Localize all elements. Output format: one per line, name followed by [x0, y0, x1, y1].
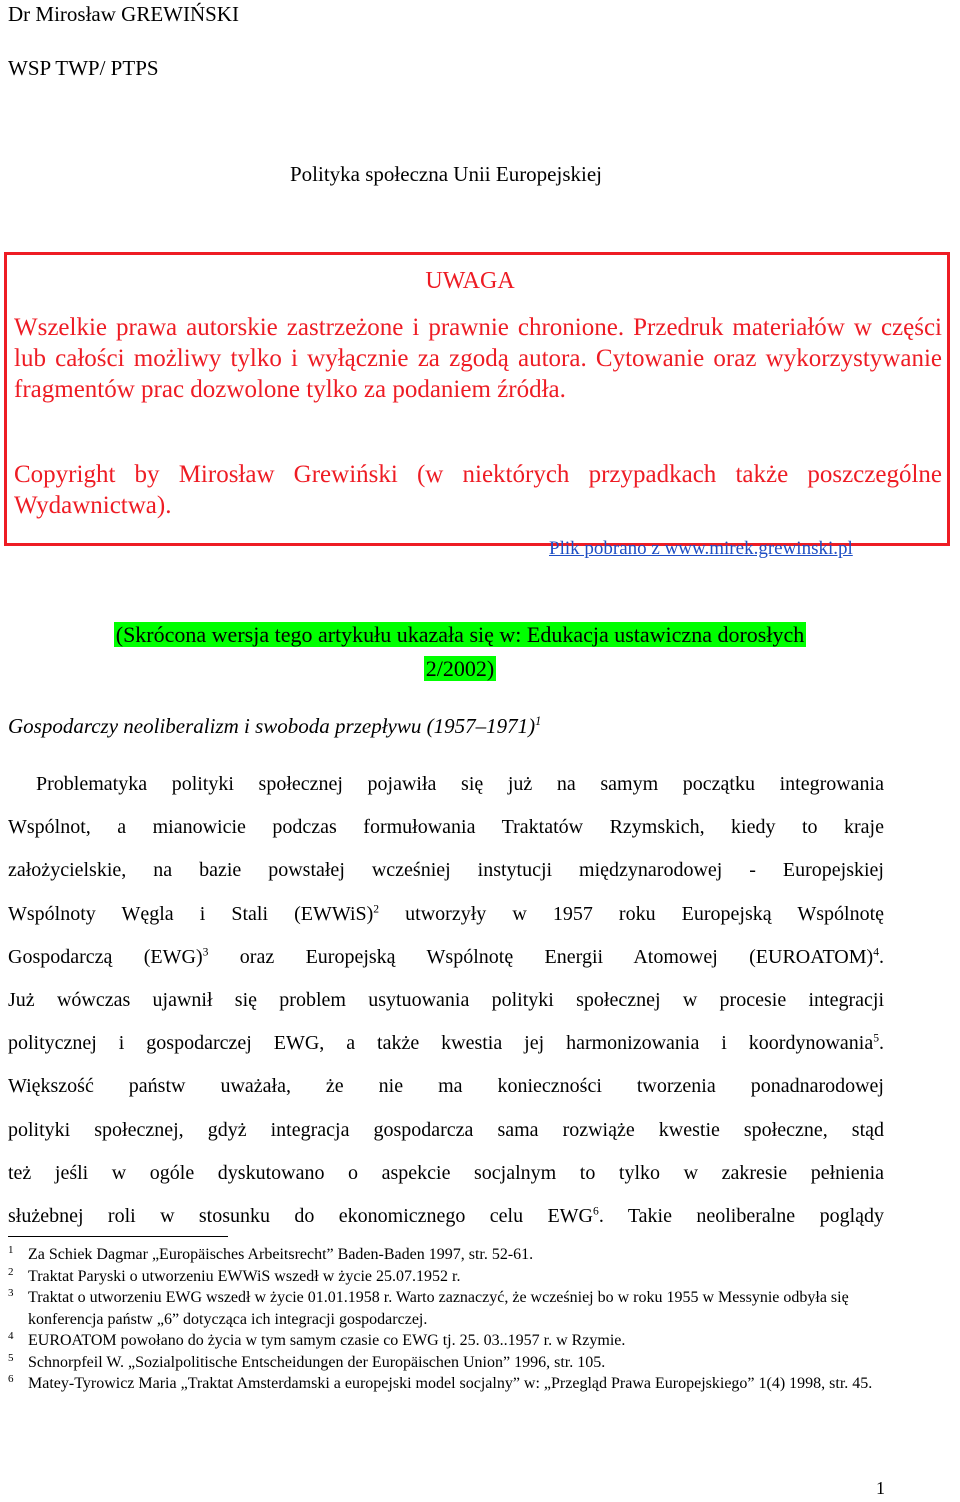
publication-note	[0, 618, 920, 686]
page-number: 1	[876, 1478, 885, 1498]
footnote: 6 Matey-Tyrowicz Maria „Traktat Amsterdamski a europejski model socjalny” w: „Przegląd Prawa Europejskiego” 1(4) 1998, str. 45.	[8, 1373, 873, 1392]
footnote: 4 EUROATOM powołano do życia w tym samym czasie co EWG tj. 25. 03..1957 r. w Rzymie.	[8, 1330, 626, 1349]
footnote-ref: 4	[873, 945, 879, 959]
paragraph-line: politycznej i gospodarczej EWG, a także kwestia jej harmonizowania i koordynowania$^5$.	[8, 1031, 884, 1055]
footnote: 3 Traktat o utworzeniu EWG wszedł w życie 01.01.1958 r. Warto zaznaczyć, że wcześniej bo w roku 1955 w Messynie odbyła się konferencja państw „6” dotycząca ich integracji gospodarczej.	[8, 1287, 849, 1328]
footnote-ref: 2	[373, 901, 380, 915]
notice-copyright: Copyright by Mirosław Grewiński (w niektórych przypadkach także poszczególne Wydawnictwa).	[14, 461, 942, 519]
footnote-ref: 5	[873, 1031, 879, 1045]
footnote-ref: 1	[535, 714, 542, 728]
section-heading	[8, 714, 541, 739]
notice-body: Wszelkie prawa autorskie zastrzeżone i prawnie chronione. Przedruk materiałów w części lub całości możliwy tylko i wyłącznie za zgodą autora. Cytowanie oraz wykorzystywanie fragmentów prac dozwolone tylko za podaniem źródła.	[14, 314, 942, 403]
footnote-separator	[8, 1236, 228, 1237]
paragraph-line: też jeśli w ogóle dyskutowano o aspekcie socjalnym to tylko w zakresie pełnienia	[8, 1161, 884, 1184]
institution: WSP TWP/ PTPS	[8, 56, 159, 80]
paragraph-line: Problematyka polityki społecznej pojawiła się już na samym początku integrowania	[36, 773, 884, 795]
download-link[interactable]: Plik pobrano z www.mirek.grewinski.pl	[549, 538, 853, 559]
paragraph-line: Już wówczas ujawnił się problem usytuowania polityki społecznej w procesie integracji	[8, 989, 884, 1012]
publication-note-line2: 2/2002)	[425, 656, 495, 681]
publication-note-line1: (Skrócona wersja tego artykułu ukazała się w: Edukacja ustawiczna dorosłych	[115, 622, 805, 647]
footnote: 1 Za Schiek Dagmar „Europäisches Arbeitsrecht” Baden-Baden 1997, str. 52-61.	[8, 1244, 534, 1263]
paragraph-line: polityki społecznej, gdyż integracja gospodarcza sama rozwiąże kwestie społeczne, stąd	[8, 1118, 884, 1141]
paragraph-line: Większość państw uważała, że nie ma konieczności tworzenia ponadnarodowej	[8, 1075, 884, 1098]
body-paragraph	[8, 763, 884, 1238]
footnote: 5 Schnorpfeil W. „Sozialpolitische Entscheidungen der Europäischen Union” 1996, str. 105.	[8, 1351, 606, 1371]
footnote-ref: 6	[593, 1204, 599, 1218]
section-heading-text: Gospodarczy neoliberalizm i swoboda przepływu (1957–1971)	[8, 714, 536, 738]
footnotes	[8, 1244, 888, 1395]
document-title: Polityka społeczna Unii Europejskiej	[289, 162, 603, 186]
footnote-ref: 3	[202, 945, 209, 959]
author-name: Dr Mirosław GREWIŃSKI	[8, 2, 239, 26]
paragraph-line: służebnej roli w stosunku do ekonomicznego celu EWG$^6$. Takie neoliberalne poglądy	[8, 1204, 884, 1228]
paragraph-line: założycielskie, na bazie powstałej wcześniej instytucji międzynarodowej - Europejskiej	[8, 859, 884, 882]
notice-title: UWAGA	[425, 268, 515, 294]
footnote: 2 Traktat Paryski o utworzeniu EWWiS wszedł w życie 25.07.1952 r.	[8, 1265, 461, 1285]
paragraph-line: Wspólnoty Węgla i Stali (EWWiS)$^2$ utworzyły w 1957 roku Europejską Wspólnotę	[8, 901, 884, 925]
paragraph-line: Gospodarczą (EWG)$^3$ oraz Europejską Wspólnotę Energii Atomowej (EUROATOM)$^4$.	[8, 945, 884, 968]
paragraph-line: Wspólnot, a mianowicie podczas formułowania Traktatów Rzymskich, kiedy to kraje	[8, 816, 884, 839]
